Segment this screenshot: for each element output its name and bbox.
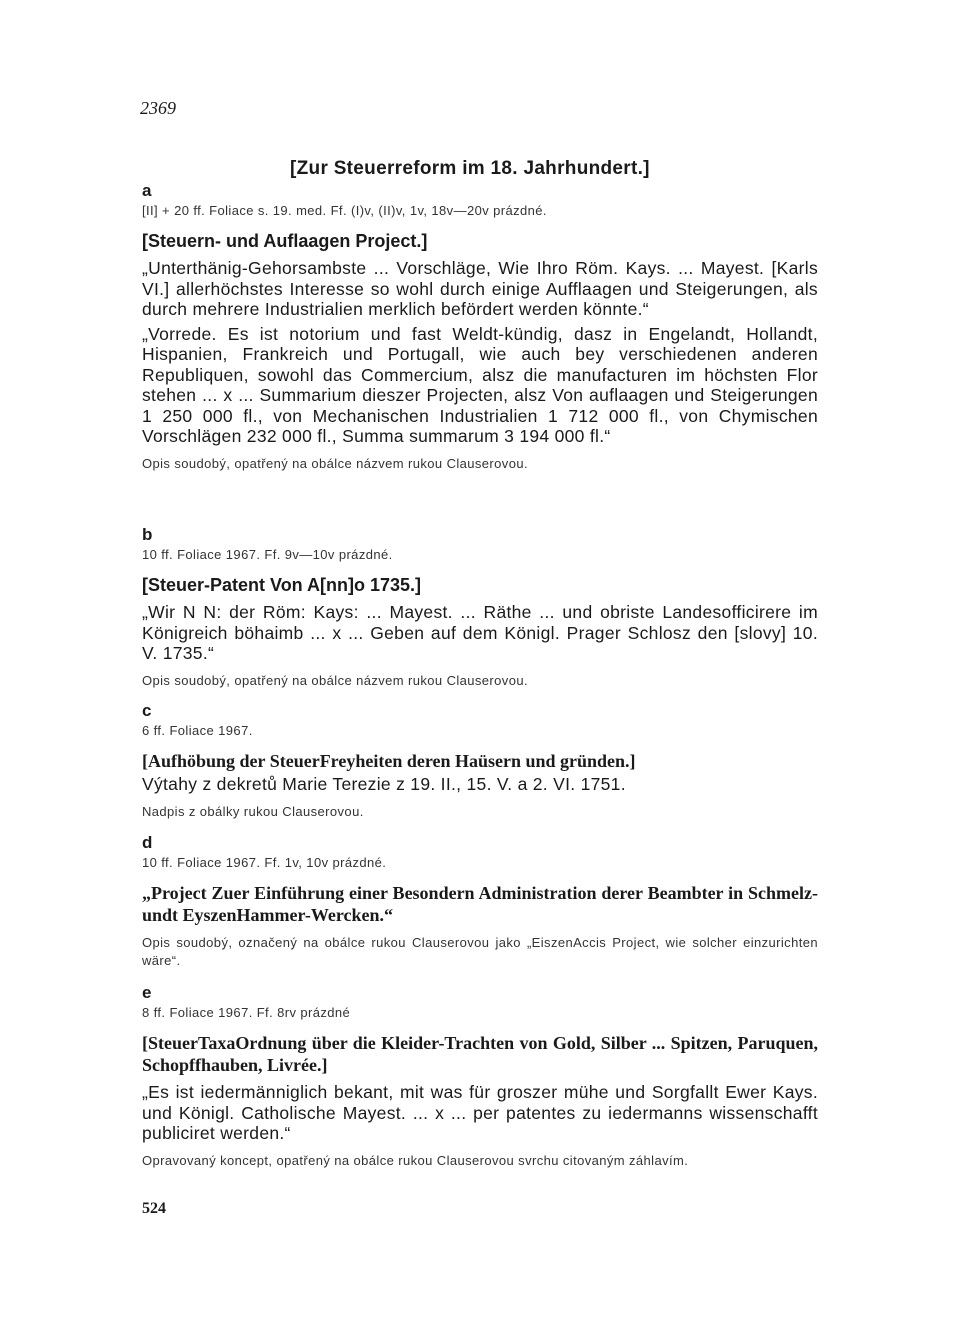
entry-title: [Steuer-Patent Von A[nn]o 1735.] xyxy=(142,575,422,595)
entry-letter: b xyxy=(142,525,153,544)
entry-b xyxy=(142,524,818,690)
entry-letter: c xyxy=(142,701,152,720)
entry-letter: a xyxy=(142,181,152,200)
entry-e xyxy=(142,982,818,1170)
footer-page-number: 524 xyxy=(142,1200,166,1217)
entry-title: „Project Zuer Einführung einer Besondern Administration derer Beambter in Schmelz- undt EyszenHammer-Wercken.“ xyxy=(142,883,818,925)
entry-note: Nadpis z obálky rukou Clauserovou. xyxy=(142,803,364,819)
entry-note: Opis soudobý, opatřený na obálce názvem rukou Clauserovou. xyxy=(142,672,528,688)
entry-note: Opis soudobý, označený na obálce rukou Clauserovou jako „EiszenAccis Project, wie solcher einzurichten wäre“. xyxy=(142,935,818,968)
entry-quote: „Wir N N: der Röm: Kays: ... Mayest. ... Räthe ... und obriste Landesofficirere im Königreich böhaimb ... x ... Geben auf dem Königl. Prager Schlosz den [slovy] 10. V. 1735.“ xyxy=(142,602,818,663)
entry-d xyxy=(142,832,818,970)
entry-quote: „Unterthänig-Gehorsambste ... Vorschläge, Wie Ihro Röm. Kays. ... Mayest. [Karls VI.] allerhöchstes Interesse so wohl durch einige Aufflaagen und Steigerungen, als durch mehrere Industrialien merklich befördert werden könnte.“ xyxy=(142,258,818,319)
entry-meta: 8 ff. Foliace 1967. Ff. 8rv prázdné xyxy=(142,1005,351,1020)
entry-meta: 10 ff. Foliace 1967. Ff. 9v—10v prázdné. xyxy=(142,547,393,562)
entry-c xyxy=(142,700,818,821)
main-heading: [Zur Steuerreform im 18. Jahrhundert.] xyxy=(290,158,650,179)
entry-letter: d xyxy=(142,833,153,852)
entry-title: [SteuerTaxaOrdnung über die Kleider-Trachten von Gold, Silber ... Spitzen, Paruquen, Schopffhauben, Livrée.] xyxy=(142,1033,818,1075)
entry-note: Opis soudobý, opatřený na obálce názvem rukou Clauserovou. xyxy=(142,455,528,471)
entry-meta: [II] + 20 ff. Foliace s. 19. med. Ff. (I)v, (II)v, 1v, 18v—20v prázdné. xyxy=(142,203,547,218)
entry-meta: 6 ff. Foliace 1967. xyxy=(142,723,253,738)
entry-title: [Steuern- und Auflaagen Project.] xyxy=(142,231,428,251)
entry-note: Opravovaný koncept, opatřený na obálce rukou Clauserovou svrchu citovaným záhlavím. xyxy=(142,1152,689,1168)
entry-a xyxy=(142,180,818,473)
page-number: 2369 xyxy=(140,98,176,118)
entry-quote: „Es ist iedermänniglich bekant, mit was für groszer mühe und Sorgfallt Ewer Kays. und Königl. Catholische Mayest. ... x ... per patentes zu iedermanns wissenschafft publiciret werden.“ xyxy=(142,1082,818,1143)
entry-meta: 10 ff. Foliace 1967. Ff. 1v, 10v prázdné. xyxy=(142,855,387,870)
entry-letter: e xyxy=(142,983,152,1002)
entry-title: [Aufhöbung der SteuerFreyheiten deren Haüsern und gründen.] xyxy=(142,751,636,771)
entry-subtitle: Výtahy z dekretů Marie Terezie z 19. II., 15. V. a 2. VI. 1751. xyxy=(142,774,626,794)
entry-quote: „Vorrede. Es ist notorium und fast Weldt-kündig, dasz in Engelandt, Hollandt, Hispanien, Frankreich und Portugall, wie auch bey verschiedenen anderen Republiquen, sowohl das Commercium, alsz die manufacturen im höchsten Flor stehen ... x ... Summarium dieszer Projecten, alsz Von auflaagen und Steigerungen 1 250 000 fl., von Mechanischen Industrialien 1 712 000 fl., von Chymischen Vorschlägen 232 000 fl., Summa summarum 3 194 000 fl.“ xyxy=(142,323,818,446)
